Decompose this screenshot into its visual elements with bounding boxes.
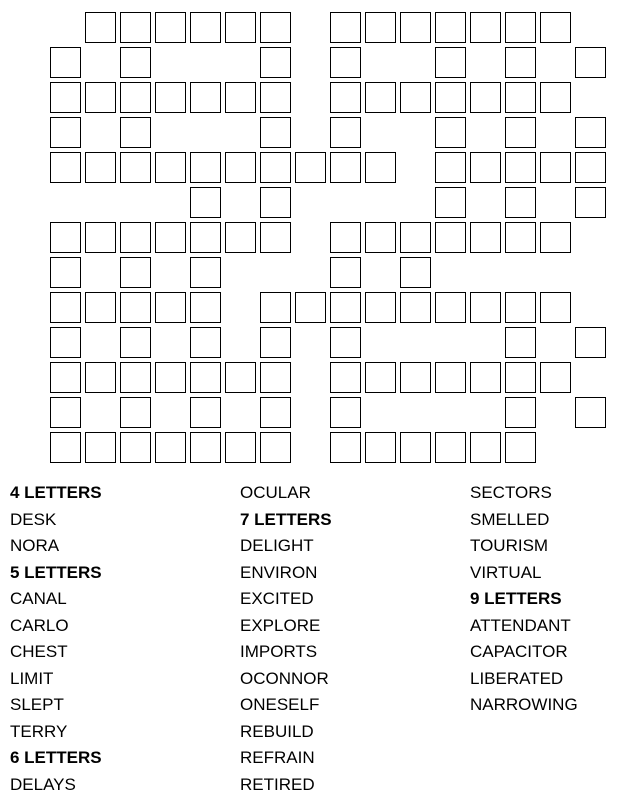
grid-cell[interactable] [225,12,256,43]
grid-cell[interactable] [330,327,361,358]
grid-cell[interactable] [50,397,81,428]
grid-cell[interactable] [400,292,431,323]
grid-cell[interactable] [50,327,81,358]
grid-cell[interactable] [190,397,221,428]
grid-cell[interactable] [120,152,151,183]
grid-cell[interactable] [470,152,501,183]
word-item: RETIRED [240,774,315,794]
word-item: REBUILD [240,721,314,741]
grid-cell[interactable] [365,292,396,323]
grid-cell[interactable] [85,222,116,253]
grid-cell[interactable] [190,327,221,358]
grid-cell[interactable] [120,12,151,43]
word-item: DESK [10,509,57,529]
grid-cell[interactable] [505,117,536,148]
grid-cell[interactable] [400,82,431,113]
grid-cell[interactable] [225,82,256,113]
grid-cell[interactable] [365,82,396,113]
word-item: NARROWING [470,695,578,714]
grid-cell[interactable] [85,292,116,323]
grid-cell[interactable] [260,12,291,43]
word-item: SECTORS [470,483,552,502]
grid-cell[interactable] [50,117,81,148]
word-item: NORA [10,536,60,555]
grid-cell[interactable] [260,397,291,428]
grid-cell[interactable] [330,257,361,288]
word-item: EXPLORE [240,615,321,635]
grid-cell[interactable] [190,222,221,253]
word-item: TOURISM [470,536,549,555]
word-item: OCONNOR [240,668,329,688]
grid-cell[interactable] [120,432,151,463]
word-length-header: 9 LETTERS [470,589,562,608]
word-item: ENVIRON [240,562,318,582]
grid-cell[interactable] [85,152,116,183]
grid-cell[interactable] [435,187,466,218]
word-item: IMPORTS [240,642,318,661]
word-item: ATTENDANT [470,615,571,635]
word-item: TERRY [10,721,68,741]
word-item: CARLO [10,615,69,635]
grid-cell[interactable] [120,222,151,253]
grid-cell[interactable] [225,362,256,393]
grid-cell[interactable] [190,82,221,113]
grid-cell[interactable] [330,432,361,463]
grid-cell[interactable] [575,187,606,218]
grid-cell[interactable] [330,117,361,148]
grid-cell[interactable] [85,362,116,393]
grid-cell[interactable] [575,397,606,428]
word-item: LIBERATED [470,668,564,688]
grid-cell[interactable] [225,152,256,183]
grid-cell[interactable] [85,82,116,113]
grid-cell[interactable] [540,82,571,113]
grid-cell[interactable] [330,292,361,323]
grid-cell[interactable] [50,292,81,323]
grid-cell[interactable] [50,222,81,253]
grid-cell[interactable] [470,12,501,43]
grid-cell[interactable] [225,432,256,463]
grid-cell[interactable] [540,292,571,323]
grid-cell[interactable] [365,222,396,253]
word-item: DELIGHT [240,536,314,555]
word-item: REFRAIN [240,748,315,767]
word-item: SLEPT [10,695,64,714]
grid-cell[interactable] [120,397,151,428]
word-item: OCULAR [240,483,311,502]
grid-cell[interactable] [225,222,256,253]
grid-cell[interactable] [155,82,186,113]
grid-cell[interactable] [50,47,81,78]
grid-cell[interactable] [260,82,291,113]
grid-cell[interactable] [505,187,536,218]
grid-cell[interactable] [505,432,536,463]
word-length-header: 4 LETTERS [10,483,102,502]
grid-cell[interactable] [365,362,396,393]
grid-cell[interactable] [540,362,571,393]
word-length-header: 7 LETTERS [240,509,332,529]
grid-cell[interactable] [50,432,81,463]
grid-cell[interactable] [470,432,501,463]
grid-cell[interactable] [575,117,606,148]
grid-cell[interactable] [260,152,291,183]
grid-cell[interactable] [365,432,396,463]
grid-cell[interactable] [190,187,221,218]
grid-cell[interactable] [155,12,186,43]
grid-cell[interactable] [155,292,186,323]
grid-cell[interactable] [400,12,431,43]
grid-cell[interactable] [435,47,466,78]
grid-cell[interactable] [190,257,221,288]
grid-cell[interactable] [505,152,536,183]
grid-cell[interactable] [435,362,466,393]
grid-cell[interactable] [330,222,361,253]
word-list [0,480,622,812]
grid-cell[interactable] [365,12,396,43]
grid-cell[interactable] [505,12,536,43]
grid-cell[interactable] [330,152,361,183]
grid-cell[interactable] [540,12,571,43]
grid-cell[interactable] [470,362,501,393]
grid-cell[interactable] [120,82,151,113]
grid-cell[interactable] [540,152,571,183]
grid-cell[interactable] [295,152,326,183]
grid-cell[interactable] [330,47,361,78]
grid-cell[interactable] [260,117,291,148]
word-item: VIRTUAL [470,562,542,582]
grid-cell[interactable] [400,362,431,393]
grid-cell[interactable] [505,222,536,253]
grid-cell[interactable] [260,47,291,78]
grid-cell[interactable] [575,47,606,78]
grid-cell[interactable] [505,397,536,428]
grid-cell[interactable] [470,292,501,323]
grid-cell[interactable] [50,152,81,183]
word-item: CHEST [10,642,68,661]
grid-cell[interactable] [575,152,606,183]
grid-cell[interactable] [330,12,361,43]
grid-cell[interactable] [505,327,536,358]
grid-cell[interactable] [155,362,186,393]
grid-cell[interactable] [435,117,466,148]
grid-cell[interactable] [190,12,221,43]
grid-cell[interactable] [260,187,291,218]
grid-cell[interactable] [155,432,186,463]
grid-cell[interactable] [190,432,221,463]
grid-cell[interactable] [505,47,536,78]
grid-cell[interactable] [260,222,291,253]
grid-cell[interactable] [470,82,501,113]
grid-cell[interactable] [120,47,151,78]
grid-cell[interactable] [155,152,186,183]
grid-cell[interactable] [260,327,291,358]
word-length-header: 6 LETTERS [10,748,102,767]
word-item: SMELLED [470,509,550,529]
grid-cell[interactable] [435,152,466,183]
grid-cell[interactable] [295,292,326,323]
grid-cell[interactable] [330,397,361,428]
grid-cell[interactable] [120,292,151,323]
grid-cell[interactable] [120,362,151,393]
word-list-column-1 [10,480,210,798]
grid-cell[interactable] [260,362,291,393]
grid-cell[interactable] [575,327,606,358]
grid-cell[interactable] [435,222,466,253]
word-item: CAPACITOR [470,642,568,661]
grid-cell[interactable] [50,362,81,393]
word-length-header: 5 LETTERS [10,562,102,582]
word-item: CANAL [10,589,67,608]
grid-cell[interactable] [505,292,536,323]
grid-cell[interactable] [365,152,396,183]
grid-cell[interactable] [330,82,361,113]
grid-cell[interactable] [470,222,501,253]
grid-cell[interactable] [120,117,151,148]
grid-cell[interactable] [505,82,536,113]
grid-cell[interactable] [505,362,536,393]
grid-cell[interactable] [260,292,291,323]
grid-cell[interactable] [400,257,431,288]
grid-cell[interactable] [435,12,466,43]
grid-cell[interactable] [190,292,221,323]
word-item: ONESELF [240,695,320,714]
grid-cell[interactable] [190,362,221,393]
grid-cell[interactable] [155,222,186,253]
grid-cell[interactable] [260,432,291,463]
grid-cell[interactable] [190,152,221,183]
grid-cell[interactable] [400,222,431,253]
grid-cell[interactable] [400,432,431,463]
grid-cell[interactable] [435,432,466,463]
grid-cell[interactable] [435,292,466,323]
word-list-column-3 [470,480,622,719]
grid-cell[interactable] [85,12,116,43]
grid-cell[interactable] [85,432,116,463]
grid-cell[interactable] [435,82,466,113]
word-item: LIMIT [10,668,54,688]
grid-cell[interactable] [120,257,151,288]
grid-cell[interactable] [50,257,81,288]
grid-cell[interactable] [120,327,151,358]
grid-cell[interactable] [330,362,361,393]
grid-cell[interactable] [540,222,571,253]
word-item: DELAYS [10,774,76,794]
word-list-column-2 [240,480,440,798]
word-item: EXCITED [240,589,314,608]
grid-cell[interactable] [50,82,81,113]
